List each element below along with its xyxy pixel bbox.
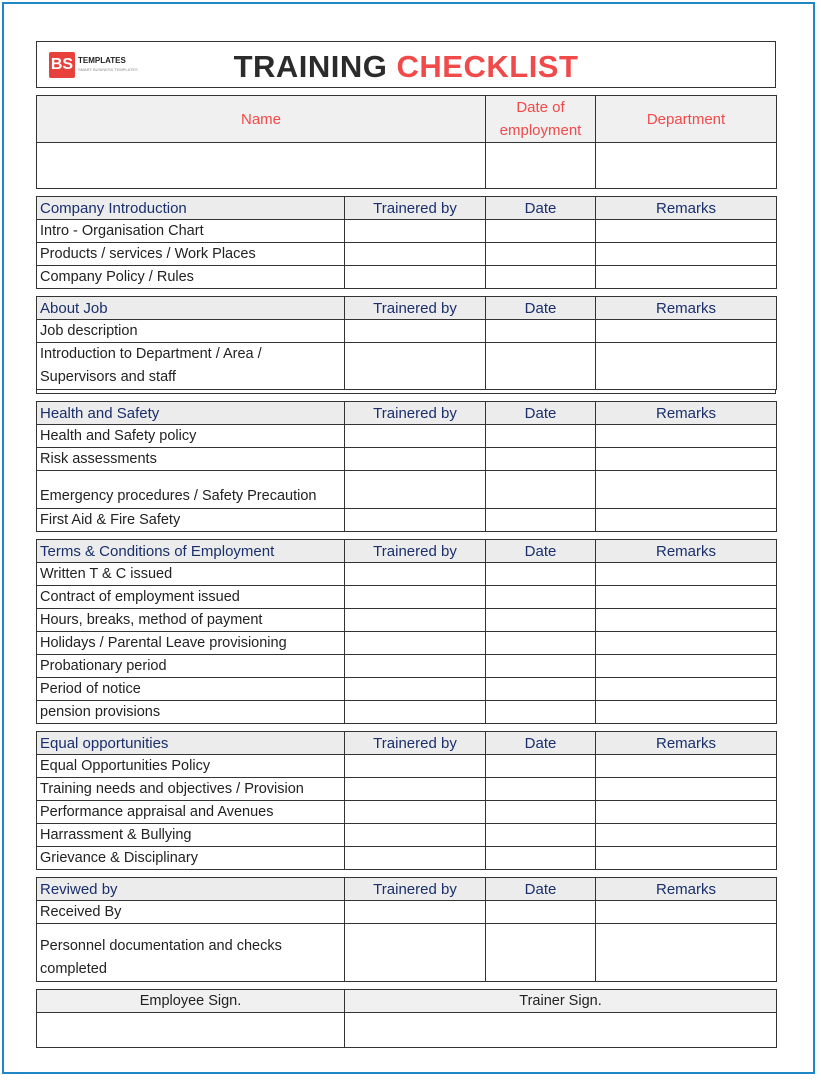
name-header: Name <box>37 96 486 143</box>
page-title <box>37 49 775 85</box>
trainer-column-header: Trainered by <box>345 297 486 320</box>
checklist-item-label: Introduction to Department / Area / Supervisors and staff <box>37 343 345 390</box>
remarks-cell[interactable] <box>596 425 777 448</box>
date-column-header: Date <box>486 878 596 901</box>
checklist-item-label: Period of notice <box>37 678 345 701</box>
section-title: Company Introduction <box>37 197 345 220</box>
remarks-cell[interactable] <box>596 320 777 343</box>
table-row <box>37 448 777 471</box>
checklist-item-label: Contract of employment issued <box>37 586 345 609</box>
checklist-item-label: Personnel documentation and checks completed <box>37 924 345 982</box>
date-cell[interactable] <box>486 701 596 724</box>
date-cell[interactable] <box>486 563 596 586</box>
section-title: About Job <box>37 297 345 320</box>
table-row <box>37 755 777 778</box>
trainer-cell[interactable] <box>345 924 486 982</box>
remarks-cell[interactable] <box>596 655 777 678</box>
date-cell[interactable] <box>486 655 596 678</box>
trainer-cell[interactable] <box>345 678 486 701</box>
checklist-item-label: Written T & C issued <box>37 563 345 586</box>
trainer-cell[interactable] <box>345 266 486 289</box>
remarks-cell[interactable] <box>596 632 777 655</box>
name-field[interactable] <box>37 143 486 189</box>
table-row <box>37 266 777 289</box>
remarks-cell[interactable] <box>596 924 777 982</box>
section-table-health-and-safety <box>36 401 777 532</box>
remarks-cell[interactable] <box>596 847 777 870</box>
remarks-cell[interactable] <box>596 701 777 724</box>
remarks-cell[interactable] <box>596 343 777 390</box>
checklist-item-label: Hours, breaks, method of payment <box>37 609 345 632</box>
section-title: Equal opportunities <box>37 732 345 755</box>
date-column-header: Date <box>486 402 596 425</box>
table-row <box>37 586 777 609</box>
trainer-cell[interactable] <box>345 755 486 778</box>
table-row <box>37 220 777 243</box>
logo-tagline: SMART BUSINESS TEMPLATES <box>78 67 138 72</box>
date-cell[interactable] <box>486 801 596 824</box>
section-title: Health and Safety <box>37 402 345 425</box>
table-row <box>37 778 777 801</box>
date-column-header: Date <box>486 197 596 220</box>
trainer-cell[interactable] <box>345 425 486 448</box>
remarks-column-header: Remarks <box>596 402 777 425</box>
table-row <box>37 847 777 870</box>
employee-sign-label: Employee Sign. <box>37 990 345 1013</box>
checklist-item-label: Received By <box>37 901 345 924</box>
trainer-cell[interactable] <box>345 509 486 532</box>
table-row <box>37 655 777 678</box>
remarks-cell[interactable] <box>596 609 777 632</box>
remarks-cell[interactable] <box>596 755 777 778</box>
checklist-item-label: Emergency procedures / Safety Precaution <box>37 471 345 509</box>
trainer-cell[interactable] <box>345 778 486 801</box>
trainer-cell[interactable] <box>345 801 486 824</box>
checklist-item-label: Job description <box>37 320 345 343</box>
table-row <box>37 425 777 448</box>
table-row <box>37 243 777 266</box>
trainer-cell[interactable] <box>345 632 486 655</box>
trainer-cell[interactable] <box>345 655 486 678</box>
date-cell[interactable] <box>486 343 596 390</box>
date-of-employment-header: Date of employment <box>486 96 596 143</box>
date-cell[interactable] <box>486 425 596 448</box>
remarks-cell[interactable] <box>596 220 777 243</box>
table-row <box>37 343 777 390</box>
date-column-header: Date <box>486 540 596 563</box>
section-table-about-job <box>36 296 777 390</box>
remarks-cell[interactable] <box>596 243 777 266</box>
date-cell[interactable] <box>486 220 596 243</box>
remarks-cell[interactable] <box>596 563 777 586</box>
date-cell[interactable] <box>486 320 596 343</box>
checklist-item-label: Company Policy / Rules <box>37 266 345 289</box>
checklist-item-label: Equal Opportunities Policy <box>37 755 345 778</box>
remarks-cell[interactable] <box>596 778 777 801</box>
remarks-cell[interactable] <box>596 678 777 701</box>
checklist-item-label: Risk assessments <box>37 448 345 471</box>
table-row <box>37 632 777 655</box>
logo-name: TEMPLATES <box>78 56 126 65</box>
section-table-company-introduction <box>36 196 777 289</box>
date-column-header: Date <box>486 732 596 755</box>
trainer-cell[interactable] <box>345 847 486 870</box>
signature-table <box>36 989 777 1048</box>
date-cell[interactable] <box>486 632 596 655</box>
remarks-cell[interactable] <box>596 824 777 847</box>
trainer-cell[interactable] <box>345 471 486 509</box>
title-checklist: CHECKLIST <box>396 49 579 84</box>
date-cell[interactable] <box>486 609 596 632</box>
remarks-cell[interactable] <box>596 266 777 289</box>
sections-container <box>36 189 776 982</box>
employee-info-table <box>36 95 777 189</box>
title-training: TRAINING <box>233 49 388 84</box>
checklist-item-label: Health and Safety policy <box>37 425 345 448</box>
section-title: Terms & Conditions of Employment <box>37 540 345 563</box>
trainer-column-header: Trainered by <box>345 197 486 220</box>
trainer-cell[interactable] <box>345 563 486 586</box>
date-cell[interactable] <box>486 901 596 924</box>
table-row <box>37 471 777 509</box>
remarks-cell[interactable] <box>596 801 777 824</box>
trainer-cell[interactable] <box>345 243 486 266</box>
logo-mark: BS <box>49 52 75 78</box>
remarks-column-header: Remarks <box>596 197 777 220</box>
checklist-item-label: First Aid & Fire Safety <box>37 509 345 532</box>
trainer-column-header: Trainered by <box>345 878 486 901</box>
trainer-cell[interactable] <box>345 220 486 243</box>
trainer-cell[interactable] <box>345 586 486 609</box>
date-cell[interactable] <box>486 678 596 701</box>
checklist-item-label: Products / services / Work Places <box>37 243 345 266</box>
trainer-cell[interactable] <box>345 609 486 632</box>
trainer-sign-label: Trainer Sign. <box>345 990 777 1013</box>
remarks-cell[interactable] <box>596 901 777 924</box>
date-cell[interactable] <box>486 266 596 289</box>
trainer-column-header: Trainered by <box>345 540 486 563</box>
department-header: Department <box>596 96 777 143</box>
remarks-cell[interactable] <box>596 586 777 609</box>
trainer-cell[interactable] <box>345 701 486 724</box>
date-cell[interactable] <box>486 448 596 471</box>
section-table-reviwed-by <box>36 877 777 982</box>
date-of-employment-field[interactable] <box>486 143 596 189</box>
checklist-item-label: Grievance & Disciplinary <box>37 847 345 870</box>
remarks-column-header: Remarks <box>596 297 777 320</box>
trainer-column-header: Trainered by <box>345 732 486 755</box>
trainer-column-header: Trainered by <box>345 402 486 425</box>
trainer-cell[interactable] <box>345 448 486 471</box>
checklist-document <box>36 41 776 1048</box>
date-cell[interactable] <box>486 471 596 509</box>
remarks-column-header: Remarks <box>596 540 777 563</box>
table-row <box>37 563 777 586</box>
remarks-cell[interactable] <box>596 509 777 532</box>
table-row <box>37 701 777 724</box>
table-row <box>37 320 777 343</box>
table-row <box>37 801 777 824</box>
title-bar <box>36 41 776 88</box>
date-cell[interactable] <box>486 847 596 870</box>
employee-sign-field[interactable] <box>37 1013 345 1048</box>
trainer-cell[interactable] <box>345 343 486 390</box>
date-cell[interactable] <box>486 586 596 609</box>
remarks-cell[interactable] <box>596 448 777 471</box>
section-title: Reviwed by <box>37 878 345 901</box>
date-cell[interactable] <box>486 243 596 266</box>
checklist-item-label: Probationary period <box>37 655 345 678</box>
date-cell[interactable] <box>486 755 596 778</box>
table-row <box>37 678 777 701</box>
table-row <box>37 609 777 632</box>
table-row <box>37 924 777 982</box>
date-cell[interactable] <box>486 778 596 801</box>
remarks-column-header: Remarks <box>596 732 777 755</box>
checklist-item-label: Holidays / Parental Leave provisioning <box>37 632 345 655</box>
department-field[interactable] <box>596 143 777 189</box>
checklist-item-label: Performance appraisal and Avenues <box>37 801 345 824</box>
trainer-sign-field[interactable] <box>345 1013 777 1048</box>
checklist-item-label: Training needs and objectives / Provision <box>37 778 345 801</box>
trainer-cell[interactable] <box>345 320 486 343</box>
date-column-header: Date <box>486 297 596 320</box>
checklist-item-label: Intro - Organisation Chart <box>37 220 345 243</box>
table-row <box>37 901 777 924</box>
table-row <box>37 509 777 532</box>
trainer-cell[interactable] <box>345 824 486 847</box>
section-table-terms-conditions-of-employment <box>36 539 777 724</box>
remarks-column-header: Remarks <box>596 878 777 901</box>
trainer-cell[interactable] <box>345 901 486 924</box>
remarks-cell[interactable] <box>596 471 777 509</box>
checklist-item-label: pension provisions <box>37 701 345 724</box>
date-cell[interactable] <box>486 924 596 982</box>
date-cell[interactable] <box>486 509 596 532</box>
section-table-equal-opportunities <box>36 731 777 870</box>
checklist-item-label: Harrassment & Bullying <box>37 824 345 847</box>
table-row <box>37 824 777 847</box>
date-cell[interactable] <box>486 824 596 847</box>
